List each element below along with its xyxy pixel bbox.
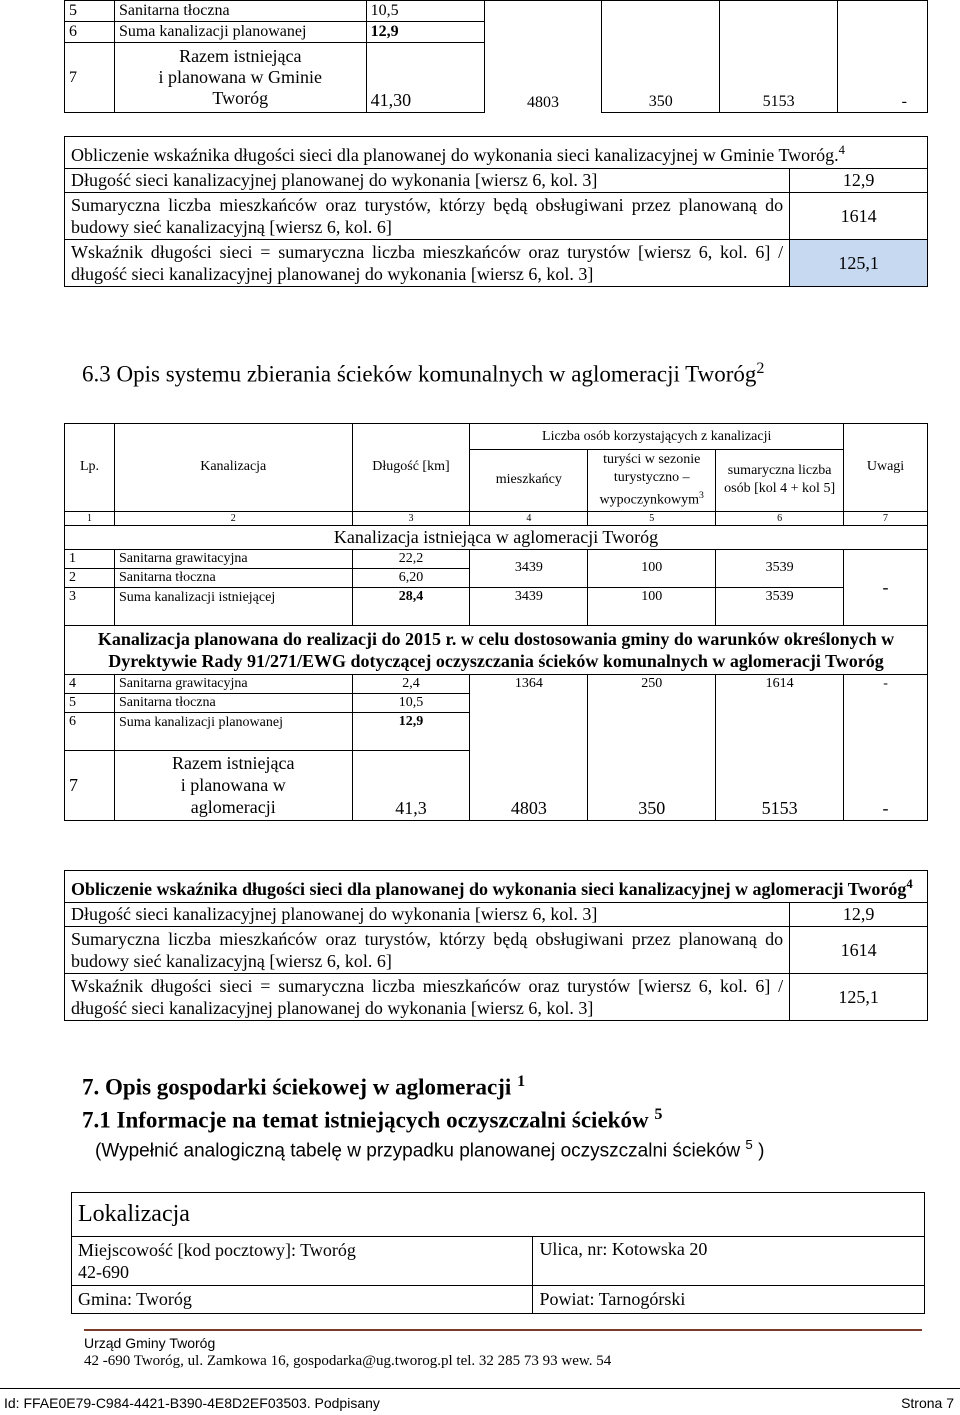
table-cell: 5 bbox=[65, 1, 115, 22]
header-kanalizacja: Kanalizacja bbox=[114, 424, 352, 512]
footnote-ref: 5 bbox=[745, 1137, 753, 1152]
col-num: 5 bbox=[588, 511, 716, 525]
table-cell: 1 bbox=[65, 549, 115, 568]
table-cell bbox=[114, 750, 352, 820]
table-cell: 3539 bbox=[716, 549, 844, 587]
instruction-note bbox=[95, 1137, 764, 1162]
calc-table-1 bbox=[64, 136, 928, 287]
header-mieszkancy: mieszkańcy bbox=[470, 450, 588, 512]
calc-value: 12,9 bbox=[790, 903, 928, 927]
footnote-ref: 4 bbox=[838, 143, 845, 157]
table-cell: Suma kanalizacji planowanej bbox=[114, 22, 366, 43]
table-cell: 6 bbox=[65, 22, 115, 43]
table-cell: 3439 bbox=[470, 587, 588, 625]
calc-value: 125,1 bbox=[790, 974, 928, 1021]
table-cell: 10,5 bbox=[366, 1, 484, 22]
col-num: 2 bbox=[114, 511, 352, 525]
table-cell: Sanitarna tłoczna bbox=[114, 1, 366, 22]
table-cell: 100 bbox=[588, 549, 716, 587]
table-cell: 3439 bbox=[470, 549, 588, 587]
col-num: 6 bbox=[716, 511, 844, 525]
table-cell: 22,2 bbox=[352, 549, 470, 568]
table-cell: - bbox=[844, 674, 928, 693]
powiat-cell: Powiat: Tarnogórski bbox=[533, 1286, 925, 1314]
header-dlugosc: Długość [km] bbox=[352, 424, 470, 512]
header-turysci-text: turyści w sezonie turystyczno – wypoczynkowym bbox=[599, 452, 701, 508]
table-cell: 41,3 bbox=[352, 750, 470, 820]
table-cell: - bbox=[838, 1, 928, 113]
note-text: (Wypełnić analogiczną tabelę w przypadku planowanej oczyszczalni ścieków bbox=[95, 1140, 741, 1162]
miejscowosc-cell bbox=[72, 1237, 533, 1286]
calc-label: Długość sieci kanalizacyjnej planowanej do wykonania [wiersz 6, kol. 3] bbox=[65, 169, 790, 193]
ulica-cell: Ulica, nr: Kotowska 20 bbox=[533, 1237, 925, 1286]
calc-label: Wskaźnik długości sieci = sumaryczna liczba mieszkańców oraz turystów [wiersz 6, kol. 6] / długość sieci kanalizacyjnej planowanej do wykonania [wiersz 6, kol. 3] bbox=[65, 974, 790, 1021]
calc-label: Wskaźnik długości sieci = sumaryczna liczba mieszkańców oraz turystów [wiersz 6, kol. 6] / długość sieci kanalizacyjnej planowanej do wykonania [wiersz 6, kol. 3] bbox=[65, 240, 790, 287]
col-num: 3 bbox=[352, 511, 470, 525]
kod-pocztowy: 42-690 bbox=[78, 1262, 129, 1282]
table-cell: 3 bbox=[65, 587, 115, 625]
total-label-line: Tworóg bbox=[212, 88, 269, 108]
section-title: 7.1 Informacje na temat istniejących oczyszczalni ścieków bbox=[82, 1107, 649, 1133]
gmina-cell: Gmina: Tworóg bbox=[72, 1286, 533, 1314]
footnote-ref: 1 bbox=[517, 1073, 526, 1090]
section-title: 7. Opis gospodarki ściekowej w aglomeracji bbox=[82, 1074, 512, 1100]
table-cell: Suma kanalizacji planowanej bbox=[114, 712, 352, 750]
calc-value: 1614 bbox=[790, 193, 928, 240]
col-num: 1 bbox=[65, 511, 115, 525]
table-cell: - bbox=[844, 693, 928, 820]
table-cell: 5153 bbox=[716, 693, 844, 820]
calc-value: 1614 bbox=[790, 927, 928, 974]
section-row-existing: Kanalizacja istniejąca w aglomeracji Tworóg bbox=[65, 525, 928, 549]
col-num: 4 bbox=[470, 511, 588, 525]
table-cell: 100 bbox=[588, 587, 716, 625]
footer-divider bbox=[84, 1329, 922, 1331]
calc-heading bbox=[65, 137, 928, 169]
calc-value: 125,1 bbox=[790, 240, 928, 287]
table-cell: 350 bbox=[602, 1, 720, 113]
header-turysci bbox=[588, 450, 716, 512]
document-id: Id: FFAE0E79-C984-4421-B390-4E8D2EF03503. Podpisany bbox=[4, 1395, 380, 1411]
calc-heading-text: Obliczenie wskaźnika długości sieci dla planowanej do wykonania sieci kanalizacyjnej w Gminie Tworóg. bbox=[71, 145, 839, 165]
subsection-heading bbox=[82, 1106, 662, 1134]
header-lp: Lp. bbox=[65, 424, 115, 512]
page-number: Strona 7 bbox=[901, 1395, 954, 1411]
footer-office: Urząd Gminy Tworóg bbox=[84, 1335, 216, 1351]
table-cell: Suma kanalizacji istniejącej bbox=[114, 587, 352, 625]
table-cell bbox=[114, 43, 366, 113]
calc-heading bbox=[65, 871, 928, 903]
lokalizacja-table bbox=[71, 1192, 925, 1314]
total-label-line: aglomeracji bbox=[190, 797, 276, 818]
section-heading bbox=[82, 360, 764, 388]
table-cell: 12,9 bbox=[366, 22, 484, 43]
footnote-ref: 5 bbox=[654, 1106, 663, 1123]
page-footer-line bbox=[0, 1388, 960, 1389]
total-label-line: i planowana w bbox=[180, 775, 286, 796]
table-cell: 41,30 bbox=[366, 43, 484, 113]
total-label-line: Razem istniejąca bbox=[179, 46, 302, 66]
table-cell: 3539 bbox=[716, 587, 844, 625]
table-cell: Sanitarna grawitacyjna bbox=[114, 674, 352, 693]
table-cell: 28,4 bbox=[352, 587, 470, 625]
miejscowosc-line: Miejscowość [kod pocztowy]: Tworóg bbox=[78, 1240, 356, 1260]
total-label-line: i planowana w Gminie bbox=[158, 67, 323, 87]
table-cell: 4803 bbox=[484, 1, 602, 113]
lokalizacja-title: Lokalizacja bbox=[72, 1193, 925, 1237]
header-group: Liczba osób korzystających z kanalizacji bbox=[470, 424, 844, 450]
table-cell: 350 bbox=[588, 693, 716, 820]
table-cell: 1614 bbox=[716, 674, 844, 693]
col-num: 7 bbox=[844, 511, 928, 525]
table-cell: - bbox=[844, 549, 928, 625]
header-uwagi: Uwagi bbox=[844, 424, 928, 512]
section-heading bbox=[82, 1073, 525, 1101]
header-sumaryczna: sumaryczna liczba osób [kol 4 + kol 5] bbox=[716, 450, 844, 512]
footer-address: 42 -690 Tworóg, ul. Zamkowa 16, gospodarka@ug.tworog.pl tel. 32 285 73 93 wew. 54 bbox=[84, 1353, 612, 1369]
table-cell: Sanitarna tłoczna bbox=[114, 693, 352, 712]
table-cell: 6,20 bbox=[352, 568, 470, 587]
table-cell: 5 bbox=[65, 693, 115, 712]
table-cell: 7 bbox=[65, 43, 115, 113]
section-title: 6.3 Opis systemu zbierania ścieków komunalnych w aglomeracji Tworóg bbox=[82, 361, 757, 387]
calc-heading-text: Obliczenie wskaźnika długości sieci dla planowanej do wykonania sieci kanalizacyjnej w aglomeracji Tworóg bbox=[71, 879, 907, 899]
footnote-ref: 4 bbox=[906, 877, 913, 891]
table-cell: 1364 bbox=[470, 674, 588, 693]
table-cell: 5153 bbox=[720, 1, 838, 113]
note-close: ) bbox=[758, 1140, 765, 1162]
calc-label: Sumaryczna liczba mieszkańców oraz turystów, którzy będą obsługiwani przez planowaną do budowy sieć kanalizacyjną [wiersz 6, kol. 6] bbox=[65, 927, 790, 974]
table-cell: 4 bbox=[65, 674, 115, 693]
table-cell: 2,4 bbox=[352, 674, 470, 693]
table-cell: 10,5 bbox=[352, 693, 470, 712]
table-cell: 7 bbox=[65, 750, 115, 820]
table-cell: 4803 bbox=[470, 693, 588, 820]
footnote-ref: 2 bbox=[756, 360, 765, 377]
top-table bbox=[64, 0, 928, 113]
table-cell: 6 bbox=[65, 712, 115, 750]
table-cell: 2 bbox=[65, 568, 115, 587]
section-row-planned: Kanalizacja planowana do realizacji do 2015 r. w celu dostosowania gminy do warunków określonych w Dyrektywie Rady 91/271/EWG dotyczącej oczyszczania ścieków komunalnych w aglomeracji Tworóg bbox=[65, 625, 928, 674]
footnote-ref: 3 bbox=[699, 490, 704, 501]
calc-value: 12,9 bbox=[790, 169, 928, 193]
table-cell: 250 bbox=[588, 674, 716, 693]
calc-table-2 bbox=[64, 870, 928, 1021]
calc-label: Długość sieci kanalizacyjnej planowanej do wykonania [wiersz 6, kol. 3] bbox=[65, 903, 790, 927]
calc-label: Sumaryczna liczba mieszkańców oraz turystów, którzy będą obsługiwani przez planowaną do budowy sieć kanalizacyjną [wiersz 6, kol. 6] bbox=[65, 193, 790, 240]
main-table bbox=[64, 423, 928, 821]
table-cell: 12,9 bbox=[352, 712, 470, 750]
total-label-line: Razem istniejąca bbox=[172, 753, 295, 774]
table-cell: Sanitarna tłoczna bbox=[114, 568, 352, 587]
table-cell: Sanitarna grawitacyjna bbox=[114, 549, 352, 568]
